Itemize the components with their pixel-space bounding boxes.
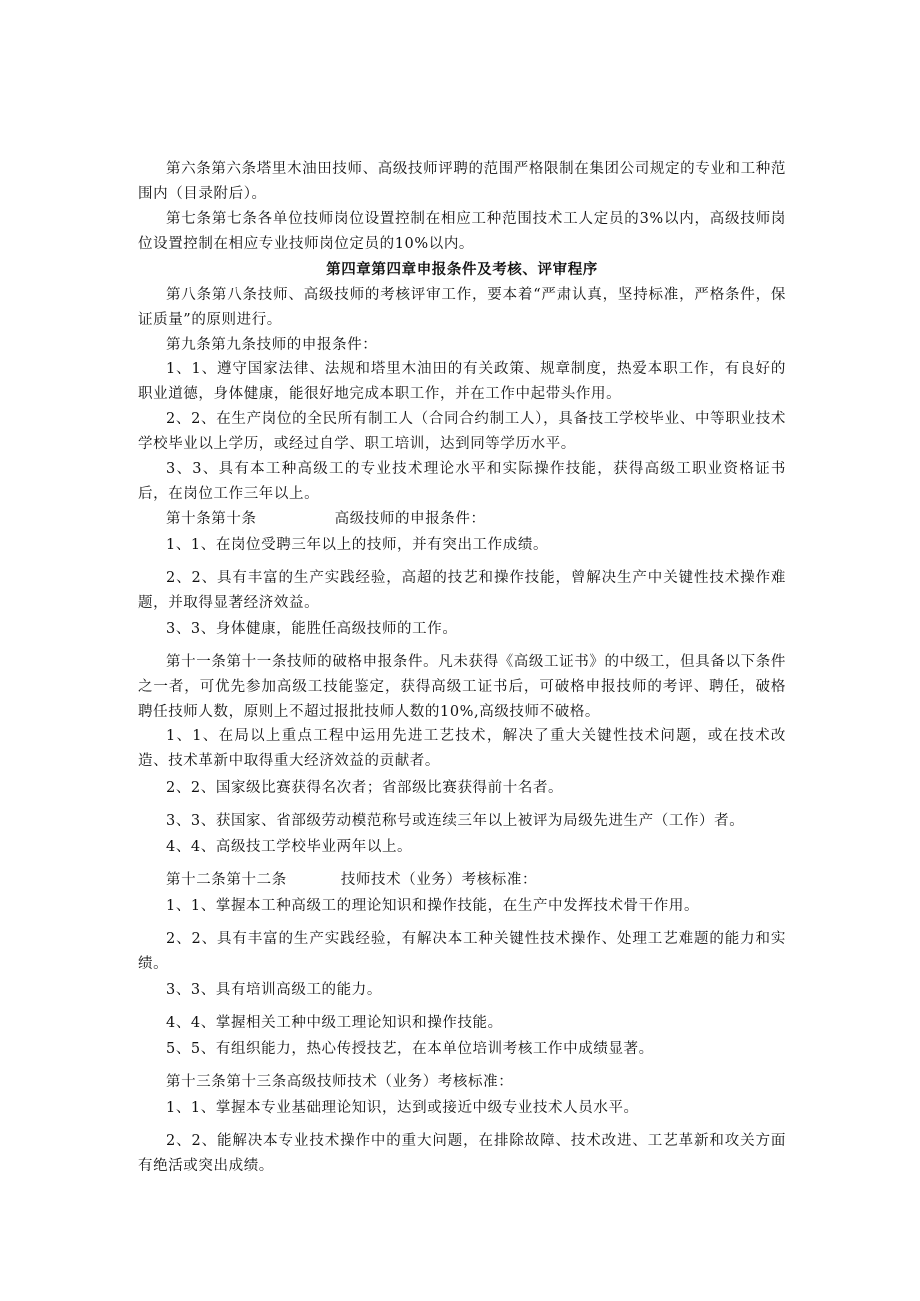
article-9-item-3: 3、3、具有本工种高级工的专业技术理论水平和实际操作技能，获得高级工职业资格证书后，在岗位工作三年以上。 <box>138 461 786 502</box>
article-13-item-2: 2、2、能解决本专业技术操作中的重大问题，在排除故障、技术改进、工艺革新和攻关方面有绝活或突出成绩。 <box>138 1133 786 1174</box>
article-13-item-1: 1、1、掌握本专业基础理论知识，达到或接近中级专业技术人员水平。 <box>166 1100 639 1116</box>
article-11-item-3: 3、3、获国家、省部级劳动模范称号或连续三年以上被评为局级先进生产（工作）者。 <box>166 813 745 829</box>
article-8: 第八条第八条技师、高级技师的考核评审工作，要本着“严肃认真，坚持标准，严格条件，保证质量”的原则进行。 <box>138 287 786 328</box>
article-9-item-1: 1、1、遵守国家法律、法规和塔里木油田的有关政策、规章制度，热爱本职工作，有良好的职业道德，身体健康，能很好地完成本职工作，并在工作中起带头作用。 <box>138 361 786 402</box>
article-11-item-2: 2、2、国家级比赛获得名次者；省部级比赛获得前十名者。 <box>166 780 564 796</box>
article-13: 第十三条第十三条高级技师技术（业务）考核标准： <box>166 1074 514 1090</box>
article-10-item-3: 3、3、身体健康，能胜任高级技师的工作。 <box>166 621 458 637</box>
article-12-item-2: 2、2、具有丰富的生产实践经验，有解决本工种关键性技术操作、处理工艺难题的能力和实绩。 <box>138 931 786 972</box>
article-12-item-4: 4、4、掌握相关工种中级工理论知识和操作技能。 <box>166 1015 503 1031</box>
article-11-item-1: 1、1、在局以上重点工程中运用先进工艺技术，解决了重大关键性技术问题，或在技术改造、技术革新中取得重大经济效益的贡献者。 <box>138 728 786 769</box>
article-7: 第七条第七条各单位技师岗位设置控制在相应工种范围技术工人定员的3%以内，高级技师岗位设置控制在相应专业技师岗位定员的10%以内。 <box>138 211 786 252</box>
article-11: 第十一条第十一条技师的破格申报条件。凡未获得《高级工证书》的中级工，但具备以下条件之一者，可优先参加高级工技能鉴定，获得高级工证书后，可破格申报技师的考评、聘任，破格聘任技师人数，原则上不超过报批技师人数的10%,高级技师不破格。 <box>138 654 786 720</box>
chapter-4-heading: 第四章第四章申报条件及考核、评审程序 <box>326 262 598 278</box>
article-9: 第九条第九条技师的申报条件： <box>166 337 378 353</box>
article-9-item-2: 2、2、在生产岗位的全民所有制工人（合同合约制工人），具备技工学校毕业、中等职业技术学校毕业以上学历，或经过自学、职工培训，达到同等学历水平。 <box>138 411 786 452</box>
article-10 <box>138 507 786 532</box>
article-11-item-4: 4、4、高级技工学校毕业两年以上。 <box>166 839 413 855</box>
article-12 <box>138 868 786 893</box>
article-6: 第六条第六条塔里木油田技师、高级技师评聘的范围严格限制在集团公司规定的专业和工种范围内（目录附后）。 <box>138 161 786 202</box>
article-12-label: 第十二条第十二条 <box>166 872 287 888</box>
article-12-item-5: 5、5、有组织能力，热心传授技艺，在本单位培训考核工作中成绩显著。 <box>166 1041 654 1057</box>
article-10-label: 第十条第十条 <box>166 511 257 527</box>
article-10-item-1: 1、1、在岗位受聘三年以上的技师，并有突出工作成绩。 <box>166 537 549 553</box>
article-10-item-2: 2、2、具有丰富的生产实践经验，高超的技艺和操作技能，曾解决生产中关键性技术操作难题，并取得显著经济效益。 <box>138 570 786 611</box>
article-12-item-1: 1、1、掌握本工种高级工的理论知识和操作技能，在生产中发挥技术骨干作用。 <box>166 898 700 914</box>
article-12-text: 技师技术（业务）考核标准： <box>340 872 538 888</box>
article-10-text: 高级技师的申报条件： <box>334 511 486 527</box>
article-12-item-3: 3、3、具有培训高级工的能力。 <box>166 982 382 998</box>
